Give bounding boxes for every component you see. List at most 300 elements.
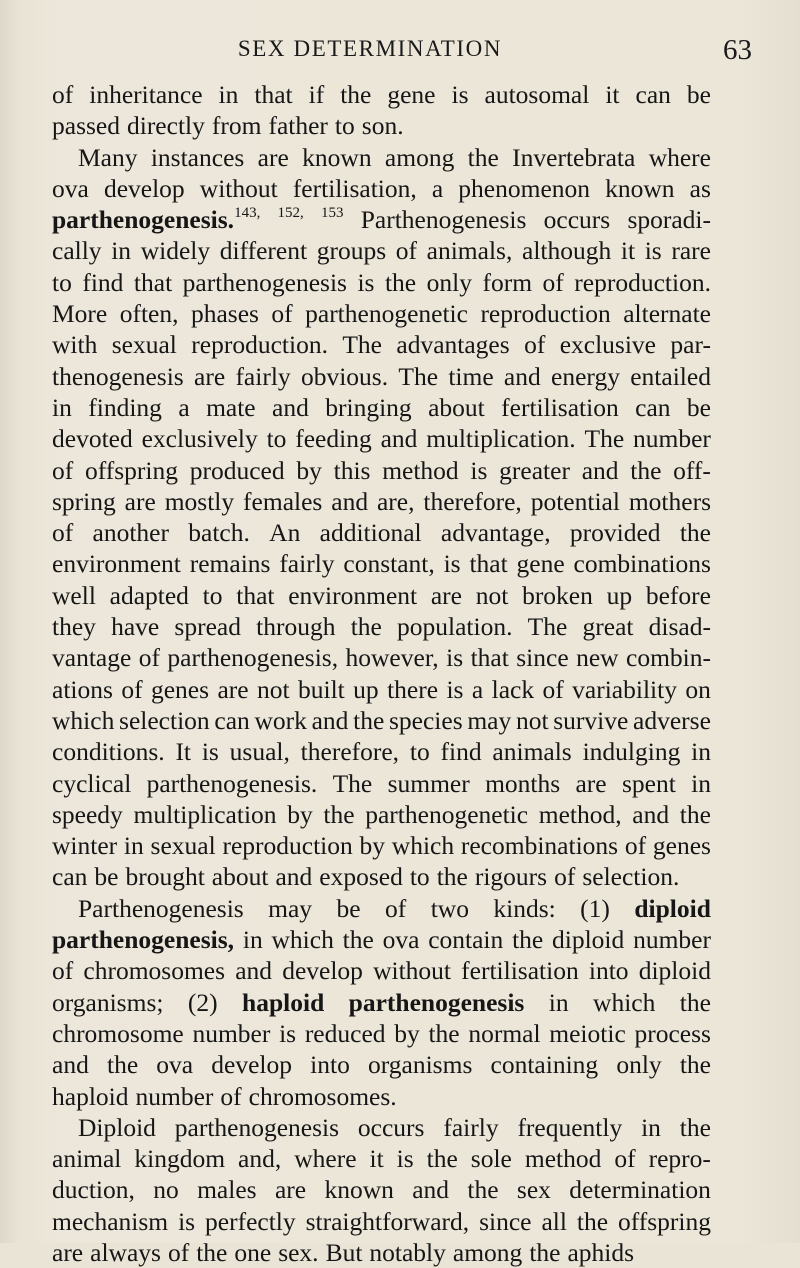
word: and — [331, 486, 369, 516]
word: summer — [387, 768, 470, 798]
word: which — [52, 705, 115, 735]
word: occurs — [543, 205, 611, 235]
word: Parthenogenesis — [78, 893, 244, 923]
word: parthenogenesis. — [146, 768, 318, 798]
word: energy — [551, 361, 620, 391]
word: parthenogenesis — [174, 1112, 340, 1142]
word: is — [644, 236, 662, 266]
word: remains — [189, 549, 271, 579]
text-line — [52, 267, 711, 298]
word: But — [325, 1237, 363, 1267]
word: can — [635, 80, 671, 109]
word: is — [201, 737, 219, 767]
word: of — [52, 455, 74, 485]
word: the — [576, 1206, 609, 1236]
word: the — [512, 925, 544, 955]
word: of — [52, 956, 74, 986]
word: kinds: — [493, 893, 556, 923]
word: rare — [671, 236, 711, 266]
word: environment — [288, 580, 418, 610]
text-line — [52, 830, 711, 861]
text-line — [52, 455, 711, 486]
word: number — [135, 1081, 214, 1111]
word: 153 — [321, 204, 344, 221]
word: frequently — [517, 1112, 623, 1142]
word: haploid — [242, 987, 325, 1017]
word: chromosomes. — [248, 1081, 397, 1111]
running-head — [40, 34, 752, 70]
word: and — [412, 1175, 450, 1205]
word: without — [199, 173, 278, 203]
word: combin- — [626, 643, 711, 673]
word: to — [202, 580, 223, 610]
word: among — [452, 1237, 523, 1267]
word: son. — [361, 111, 404, 141]
word: different — [219, 236, 308, 266]
word: broken — [522, 580, 593, 610]
word: The — [527, 612, 568, 642]
word: another — [92, 518, 169, 548]
word: spent — [621, 768, 676, 798]
word: Diploid — [78, 1112, 156, 1142]
word: and — [275, 862, 313, 892]
word: and — [632, 799, 670, 829]
word: mechanism — [52, 1206, 169, 1236]
word: develop — [282, 956, 363, 986]
word: chromosome — [52, 1018, 184, 1048]
word: that — [469, 549, 508, 579]
word: the — [679, 518, 711, 548]
word: which — [271, 925, 334, 955]
word: in — [242, 925, 263, 955]
word: (2) — [187, 987, 218, 1017]
word: the — [679, 1050, 711, 1080]
word: diploid — [634, 893, 711, 923]
word: of — [220, 1081, 242, 1111]
word: genes — [652, 831, 711, 861]
word: the — [350, 612, 382, 642]
word: form — [482, 267, 533, 297]
word: if — [308, 80, 325, 109]
word: since — [479, 1206, 532, 1236]
word: brought — [125, 862, 205, 892]
word: Parthenogenesis — [360, 205, 527, 235]
word: the — [196, 1237, 228, 1267]
word: groups — [316, 236, 387, 266]
word: animals, — [426, 236, 513, 266]
word: species — [388, 705, 463, 735]
word: is — [396, 1144, 414, 1174]
word: organisms; — [52, 987, 164, 1017]
word: gene — [516, 549, 565, 579]
word: is — [279, 1018, 297, 1048]
word: combinations — [573, 549, 711, 579]
word: greater — [499, 455, 570, 485]
word: potential — [530, 486, 620, 516]
word: inheritance — [89, 80, 203, 109]
word: straightforward, — [305, 1206, 470, 1236]
word: variability — [572, 674, 677, 704]
word: multiplication. — [426, 424, 576, 454]
word: by — [359, 831, 386, 861]
word: develop — [103, 173, 185, 203]
word: widely — [140, 236, 211, 266]
word: provided — [569, 518, 661, 548]
text-line — [52, 580, 711, 611]
word: the — [428, 1018, 460, 1048]
word: thenogenesis — [52, 361, 184, 391]
word: in — [218, 80, 239, 109]
text-line — [52, 1081, 711, 1112]
word: exposed — [319, 862, 403, 892]
word: they — [52, 612, 96, 642]
word: normal — [468, 1018, 541, 1048]
text-line — [52, 1237, 711, 1268]
word: duction, — [52, 1175, 135, 1205]
text-line — [52, 955, 711, 986]
word: without — [373, 956, 452, 986]
word: and — [311, 705, 349, 735]
word: sole — [470, 1144, 512, 1174]
word: not — [257, 674, 290, 704]
word: not — [475, 580, 509, 610]
text-line — [52, 768, 711, 799]
text-line — [52, 486, 711, 517]
word: It — [175, 737, 192, 767]
word: mate — [206, 392, 256, 422]
word: a — [178, 392, 190, 422]
word: parthenogenesis.$^{143,}$ — [52, 204, 261, 235]
word: selection — [119, 705, 210, 735]
text-line — [52, 392, 711, 423]
page-number: 63 — [723, 34, 752, 66]
word: known — [605, 173, 675, 203]
text-line — [52, 423, 711, 454]
word: speedy — [52, 799, 123, 829]
word: mothers — [628, 486, 711, 516]
word: sexual — [111, 330, 177, 360]
word: of — [524, 330, 546, 360]
word: in — [52, 392, 72, 422]
word: of — [385, 893, 407, 923]
word: vantage — [52, 643, 132, 673]
word: phenomenon — [458, 173, 591, 203]
word: not — [515, 705, 549, 735]
word: one — [234, 1237, 272, 1267]
word: animal — [52, 1144, 122, 1174]
word: cally — [52, 236, 102, 266]
word: the — [342, 925, 374, 955]
word: aphids — [567, 1237, 635, 1267]
word: of — [167, 1237, 190, 1267]
word: process — [634, 1018, 711, 1048]
word: gene — [387, 80, 436, 109]
word: population. — [397, 612, 513, 642]
text-line — [52, 861, 711, 892]
word: develop — [211, 1050, 293, 1080]
text-line — [52, 173, 711, 204]
word: devoted — [52, 424, 133, 454]
word: winter — [52, 831, 118, 861]
word: rigours — [474, 862, 548, 892]
word: in — [548, 987, 569, 1017]
word: can — [214, 705, 250, 735]
word: animals — [492, 737, 572, 767]
word: advantage, — [440, 518, 551, 548]
word: mostly — [164, 486, 235, 516]
text-line — [52, 204, 711, 235]
word: to — [409, 862, 430, 892]
word: to — [266, 424, 287, 454]
word: be — [686, 392, 711, 422]
word: occurs — [357, 1112, 425, 1142]
word: in — [691, 737, 711, 767]
word: constant, — [343, 549, 435, 579]
text-line — [52, 79, 711, 110]
word: the — [353, 705, 385, 735]
word: time — [448, 361, 494, 391]
word: to — [52, 267, 72, 297]
word: find — [82, 267, 124, 297]
word: can — [635, 392, 671, 422]
word: to — [334, 111, 355, 141]
word: parthenogenetic — [305, 299, 468, 329]
word: exclusively — [141, 424, 258, 454]
word: although — [522, 236, 612, 266]
word: parthenogenesis, — [167, 643, 339, 673]
word: find — [440, 737, 482, 767]
text-line — [52, 110, 711, 141]
word: repro- — [648, 1144, 711, 1174]
word: where — [294, 1144, 357, 1174]
word: are — [430, 580, 462, 610]
word: into — [588, 956, 629, 986]
word: spread — [174, 612, 241, 642]
word: that — [133, 267, 173, 297]
word: genes — [150, 674, 210, 704]
word: Many — [78, 142, 138, 172]
word: ova — [156, 1050, 194, 1080]
word: autosomal — [484, 80, 590, 109]
word: sexual — [150, 831, 216, 861]
word: and — [380, 424, 418, 454]
word: by — [296, 455, 322, 485]
word: conditions. — [52, 737, 165, 767]
word: the — [679, 1112, 711, 1142]
word: in — [123, 831, 144, 861]
word: is — [446, 674, 464, 704]
word: known — [324, 1175, 394, 1205]
word: of — [271, 299, 293, 329]
word: organisms — [368, 1050, 473, 1080]
word: survive — [553, 705, 629, 735]
word: is — [178, 1206, 196, 1236]
text-line — [52, 1174, 711, 1205]
word: in — [641, 1112, 661, 1142]
word: the — [426, 1144, 458, 1174]
text-line — [52, 736, 711, 767]
word: advantages — [396, 330, 510, 360]
word: all — [541, 1206, 567, 1236]
word: father — [268, 111, 328, 141]
word: through — [256, 612, 336, 642]
word: perfectly — [205, 1206, 296, 1236]
word: two — [430, 893, 469, 923]
word: be — [336, 893, 361, 923]
word: into — [310, 1050, 350, 1080]
text-line — [52, 924, 711, 955]
word: where — [648, 142, 711, 172]
word: however, — [345, 643, 439, 673]
word: months — [485, 768, 561, 798]
word: of — [542, 267, 564, 297]
word: kingdom — [134, 1144, 226, 1174]
text-line — [52, 142, 711, 173]
word: entailed — [630, 361, 711, 391]
word: adverse — [633, 705, 711, 735]
word: additional — [319, 518, 422, 548]
word: sporadi- — [627, 205, 711, 235]
text-line — [52, 329, 711, 360]
word: of — [138, 643, 160, 673]
word: are — [274, 1175, 307, 1205]
word: contain — [428, 925, 504, 955]
word: males — [197, 1175, 257, 1205]
word: therefore, — [423, 486, 522, 516]
word: method, — [538, 799, 622, 829]
word: par- — [670, 330, 711, 360]
word: no — [153, 1175, 179, 1205]
word: is — [470, 455, 488, 485]
word: of — [121, 674, 143, 704]
word: females — [243, 486, 323, 516]
word: on — [685, 674, 711, 704]
word: of — [624, 831, 647, 861]
word: reproduction. — [191, 330, 328, 360]
word: the — [436, 862, 468, 892]
word: meiotic — [549, 1018, 626, 1048]
word: only — [616, 1050, 662, 1080]
word: parthenogenesis — [182, 267, 347, 297]
word: obvious. — [300, 361, 389, 391]
text-line — [52, 1112, 711, 1143]
word: the — [679, 987, 711, 1017]
word: a — [431, 173, 444, 203]
word: of — [542, 674, 564, 704]
text-line — [52, 987, 711, 1018]
word: notably — [369, 1237, 446, 1267]
word: and — [503, 361, 541, 391]
word: that — [236, 580, 275, 610]
word: therefore, — [300, 737, 400, 767]
word: about — [211, 862, 269, 892]
text-line — [52, 893, 711, 924]
word: phases — [190, 299, 259, 329]
word: The — [332, 768, 373, 798]
text-line — [52, 548, 711, 579]
word: the — [323, 799, 355, 829]
word: fairly — [279, 549, 335, 579]
text-line — [52, 517, 711, 548]
word: and — [581, 455, 619, 485]
word: the — [467, 142, 499, 172]
word: finding — [88, 392, 162, 422]
word: are — [124, 486, 156, 516]
text-line — [52, 799, 711, 830]
word: known — [302, 142, 372, 172]
word: the — [467, 1175, 499, 1205]
text-line — [52, 235, 711, 266]
word: and, — [238, 1144, 282, 1174]
word: Invertebrata — [512, 142, 636, 172]
word: (1) — [580, 893, 610, 923]
word: may — [268, 893, 313, 923]
word: since — [516, 643, 569, 673]
word: and — [52, 1050, 89, 1080]
word: by — [287, 799, 313, 829]
word: there — [387, 674, 439, 704]
text-line — [52, 1143, 711, 1174]
word: The — [584, 424, 625, 454]
word: is — [446, 643, 464, 673]
word: reproduction — [480, 299, 611, 329]
word: new — [576, 643, 619, 673]
word: 152, — [277, 204, 304, 221]
word: can — [52, 862, 88, 892]
word: which — [593, 987, 656, 1017]
word: are — [575, 768, 607, 798]
word: lack — [491, 674, 535, 704]
word: the — [630, 455, 662, 485]
word: only — [426, 267, 472, 297]
word: from — [211, 111, 262, 141]
word: alternate — [623, 299, 711, 329]
word: haploid — [52, 1081, 129, 1111]
word: the — [106, 1050, 139, 1080]
word: bringing — [325, 392, 412, 422]
text-line — [52, 611, 711, 642]
word: are — [52, 1237, 84, 1267]
word: which — [391, 831, 455, 861]
word: before — [645, 580, 711, 610]
word: disad- — [648, 612, 711, 642]
word: number — [633, 424, 711, 454]
word: is — [443, 549, 461, 579]
word: directly — [126, 111, 205, 141]
word: reproduction — [222, 831, 353, 861]
word: are, — [376, 486, 415, 516]
word: of — [554, 862, 576, 892]
word: ations — [52, 674, 113, 704]
word: it — [369, 1144, 384, 1174]
word: method — [524, 1144, 602, 1174]
word: chromosomes — [83, 956, 226, 986]
word: indulging — [582, 737, 681, 767]
word: containing — [490, 1050, 599, 1080]
word: fairly — [235, 361, 291, 391]
word: The — [342, 330, 382, 360]
word: environment — [52, 549, 181, 579]
text-line — [52, 1206, 711, 1237]
word: of — [52, 80, 74, 109]
word: be — [94, 862, 119, 892]
text-line — [52, 674, 711, 705]
text-line — [52, 361, 711, 392]
word: a — [471, 674, 484, 704]
word: have — [111, 612, 160, 642]
word: sex — [516, 1175, 551, 1205]
word: by — [394, 1018, 420, 1048]
